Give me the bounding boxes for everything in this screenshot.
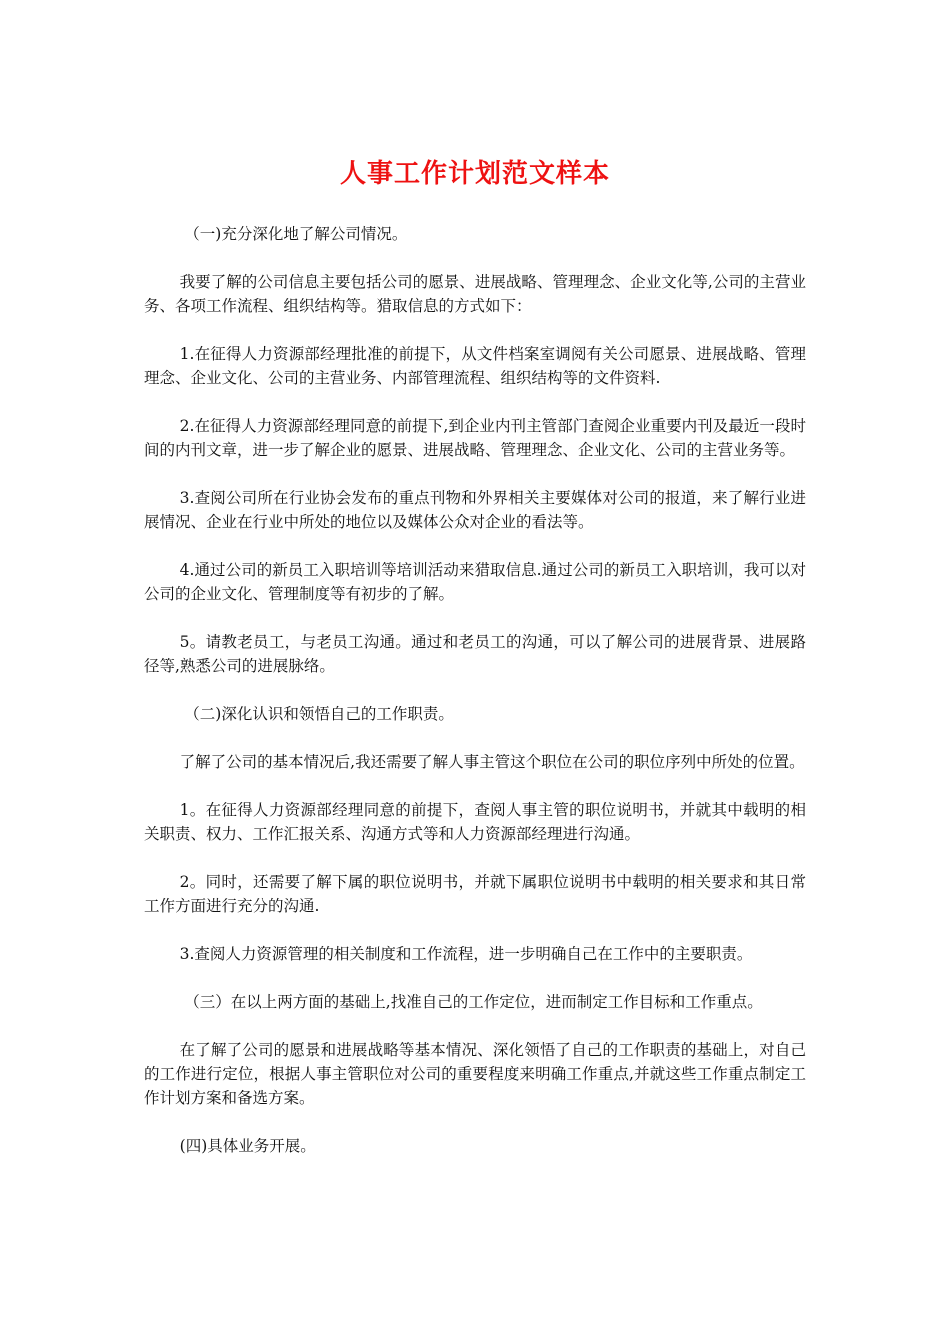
list-item-3: 3.查阅人力资源管理的相关制度和工作流程，进一步明确自己在工作中的主要职责。 [179, 945, 753, 963]
list-item-4: 4.通过公司的新员工入职培训等培训活动来猎取信息.通过公司的新员工入职培训，我可以对公司的企业文化、管理制度等有初步的了解。 [144, 561, 806, 603]
section-heading-3: （三）在以上两方面的基础上,找准自己的工作定位，进而制定工作目标和工作重点。 [184, 993, 763, 1011]
document-title: 人事工作计划范文样本 [339, 159, 610, 189]
list-item-2: 2.在征得人力资源部经理同意的前提下,到企业内刊主管部门查阅企业重要内刊及最近一段时间的内刊文章，进一步了解企业的愿景、进展战略、管理理念、企业文化、公司的主营业务等。 [144, 417, 806, 459]
document-body [144, 222, 806, 1182]
list-item-1: 1.在征得人力资源部经理批准的前提下，从文件档案室调阅有关公司愿景、进展战略、管理理念、企业文化、公司的主营业务、内部管理流程、组织结构等的文件资料. [144, 345, 806, 387]
list-item-2: 2。同时，还需要了解下属的职位说明书，并就下属职位说明书中载明的相关要求和其日常工作方面进行充分的沟通. [144, 873, 806, 915]
list-item-1: 1。在征得人力资源部经理同意的前提下，查阅人事主管的职位说明书，并就其中载明的相关职责、权力、工作汇报关系、沟通方式等和人力资源部经理进行沟通。 [144, 801, 806, 843]
list-item-5: 5。请教老员工，与老员工沟通。通过和老员工的沟通，可以了解公司的进展背景、进展路径等,熟悉公司的进展脉络。 [144, 633, 806, 675]
paragraph: 在了解了公司的愿景和进展战略等基本情况、深化领悟了自己的工作职责的基础上，对自己的工作进行定位，根据人事主管职位对公司的重要程度来明确工作重点,并就这些工作重点制定工作计划方案和备选方案。 [144, 1041, 806, 1107]
section-heading-1: （一)充分深化地了解公司情况。 [184, 225, 408, 243]
list-item-3: 3.查阅公司所在行业协会发布的重点刊物和外界相关主要媒体对公司的报道，来了解行业进展情况、企业在行业中所处的地位以及媒体公众对企业的看法等。 [144, 489, 806, 531]
paragraph: 我要了解的公司信息主要包括公司的愿景、进展战略、管理理念、企业文化等,公司的主营业务、各项工作流程、组织结构等。猎取信息的方式如下： [144, 273, 806, 315]
section-heading-4: (四)具体业务开展。 [179, 1137, 316, 1155]
paragraph: 了解了公司的基本情况后,我还需要了解人事主管这个职位在公司的职位序列中所处的位置。 [179, 753, 805, 771]
section-heading-2: （二)深化认识和领悟自己的工作职责。 [184, 705, 454, 723]
